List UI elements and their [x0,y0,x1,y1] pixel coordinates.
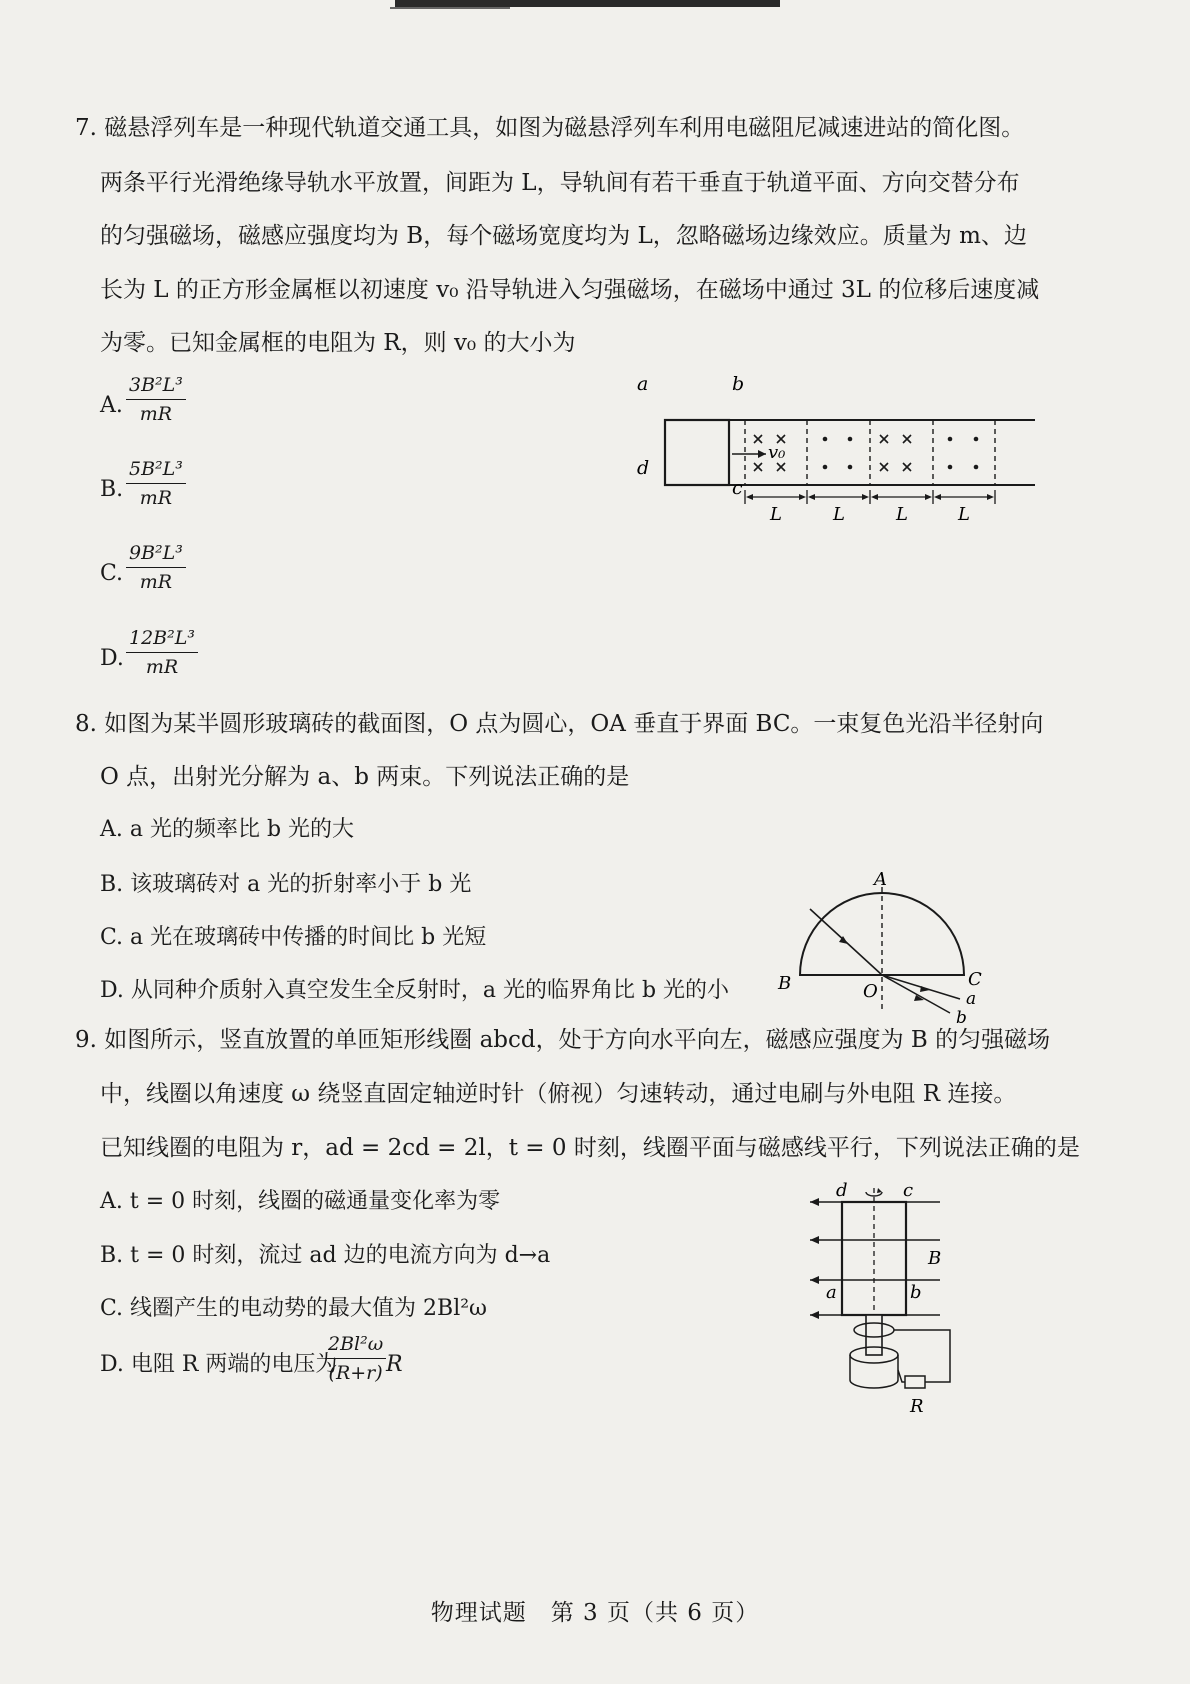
q9-corner-d: d [836,1180,848,1201]
q9-line-1: 9. 如图所示，竖直放置的单匝矩形线圈 abcd，处于方向水平向左，磁感应强度为 B 的匀强磁场 [75,1027,1051,1053]
q7-option-a-numerator: 3B²L³ [126,374,186,400]
q9-option-a: A. t = 0 时刻，线圈的磁通量变化率为零 [100,1189,501,1214]
q7-width-label-2: L [833,504,845,525]
q7-option-c-fraction [126,542,186,593]
q7-option-a-label: A. [100,393,123,418]
q7-option-a-denominator: mR [139,403,173,425]
q7-option-d-numerator: 12B²L³ [126,627,198,653]
q7-corner-d: d [637,457,650,479]
q9-option-d-fraction [325,1333,386,1384]
q7-option-b-fraction [126,458,186,509]
q7-option-d-denominator: mR [145,656,179,678]
q8-line-2: O 点，出射光分解为 a、b 两束。下列说法正确的是 [100,764,630,790]
q7-option-b-denominator: mR [139,487,173,509]
q8-option-b: B. 该玻璃砖对 a 光的折射率小于 b 光 [100,872,472,897]
q8-point-c-label: C [968,969,982,990]
q8-point-a-label: A [874,869,887,890]
q7-line-1: 7. 磁悬浮列车是一种现代轨道交通工具，如图为磁悬浮列车利用电磁阻尼减速进站的简化图。 [75,115,1025,141]
q9-corner-a: a [826,1282,837,1303]
q9-option-c: C. 线圈产生的电动势的最大值为 2Bl²ω [100,1296,487,1321]
q9-resistor-label: R [910,1396,924,1417]
q7-option-a-fraction [126,374,186,425]
q7-line-2: 两条平行光滑绝缘导轨水平放置，间距为 L，导轨间有若干垂直于轨道平面、方向交替分布 [100,170,1020,196]
q7-option-c-numerator: 9B²L³ [126,542,186,568]
q7-option-d-label: D. [100,646,124,671]
q9-option-b: B. t = 0 时刻，流过 ad 边的电流方向为 d→a [100,1243,551,1268]
q7-option-c-denominator: mR [139,571,173,593]
q7-maglev-figure [637,372,1040,525]
q7-width-label-4: L [958,504,970,525]
q7-corner-b: b [732,373,745,395]
q7-line-4: 长为 L 的正方形金属框以初速度 v₀ 沿导轨进入匀强磁场，在磁场中通过 3L 的位移后速度减 [100,277,1040,303]
q7-velocity-label: v₀ [768,442,786,463]
q8-option-a: A. a 光的频率比 b 光的大 [100,817,355,842]
q9-option-d-suffix: R [386,1352,403,1377]
q8-ray-a-label: a [966,989,977,1009]
q9-coil-figure [790,1180,1030,1420]
page-footer: 物理试题 第 3 页（共 6 页） [430,1600,760,1626]
q8-line-1: 8. 如图为某半圆形玻璃砖的截面图，O 点为圆心，OA 垂直于界面 BC。一束复色光沿半径射向 [75,711,1044,737]
q7-corner-a: a [637,373,649,395]
q7-corner-c: c [732,477,743,499]
q7-line-5: 为零。已知金属框的电阻为 R，则 v₀ 的大小为 [100,330,576,356]
q9-corner-c: c [903,1180,914,1201]
q8-point-o-label: O [863,981,878,1002]
q9-field-label: B [928,1248,942,1269]
q7-line-3: 的匀强磁场，磁感应强度均为 B，每个磁场宽度均为 L，忽略磁场边缘效应。质量为 m、边 [100,223,1027,249]
q8-option-c: C. a 光在玻璃砖中传播的时间比 b 光短 [100,925,487,950]
q8-ray-b-label: b [956,1008,967,1028]
page-top-edge [395,0,780,7]
q7-option-b-numerator: 5B²L³ [126,458,186,484]
q9-option-d-numerator: 2Bl²ω [325,1333,386,1359]
q8-option-d: D. 从同种介质射入真空发生全反射时，a 光的临界角比 b 光的小 [100,978,730,1003]
q9-line-2: 中，线圈以角速度 ω 绕竖直固定轴逆时针（俯视）匀速转动，通过电刷与外电阻 R 连接。 [100,1081,1017,1107]
q7-width-label-1: L [770,504,782,525]
q7-width-label-3: L [896,504,908,525]
q8-semicircle-figure [770,869,1030,1028]
page-top-rule [390,7,510,9]
q7-option-c-label: C. [100,561,124,586]
q9-corner-b: b [910,1282,922,1303]
q9-option-d-denominator: (R+r) [328,1362,383,1384]
q7-option-b-label: B. [100,477,124,502]
q9-line-3: 已知线圈的电阻为 r，ad = 2cd = 2l，t = 0 时刻，线圈平面与磁感线平行，下列说法正确的是 [100,1135,1080,1161]
q8-point-b-label: B [778,973,792,994]
q9-option-d-prefix: D. 电阻 R 两端的电压为 [100,1352,338,1377]
q7-option-d-fraction [126,627,198,678]
